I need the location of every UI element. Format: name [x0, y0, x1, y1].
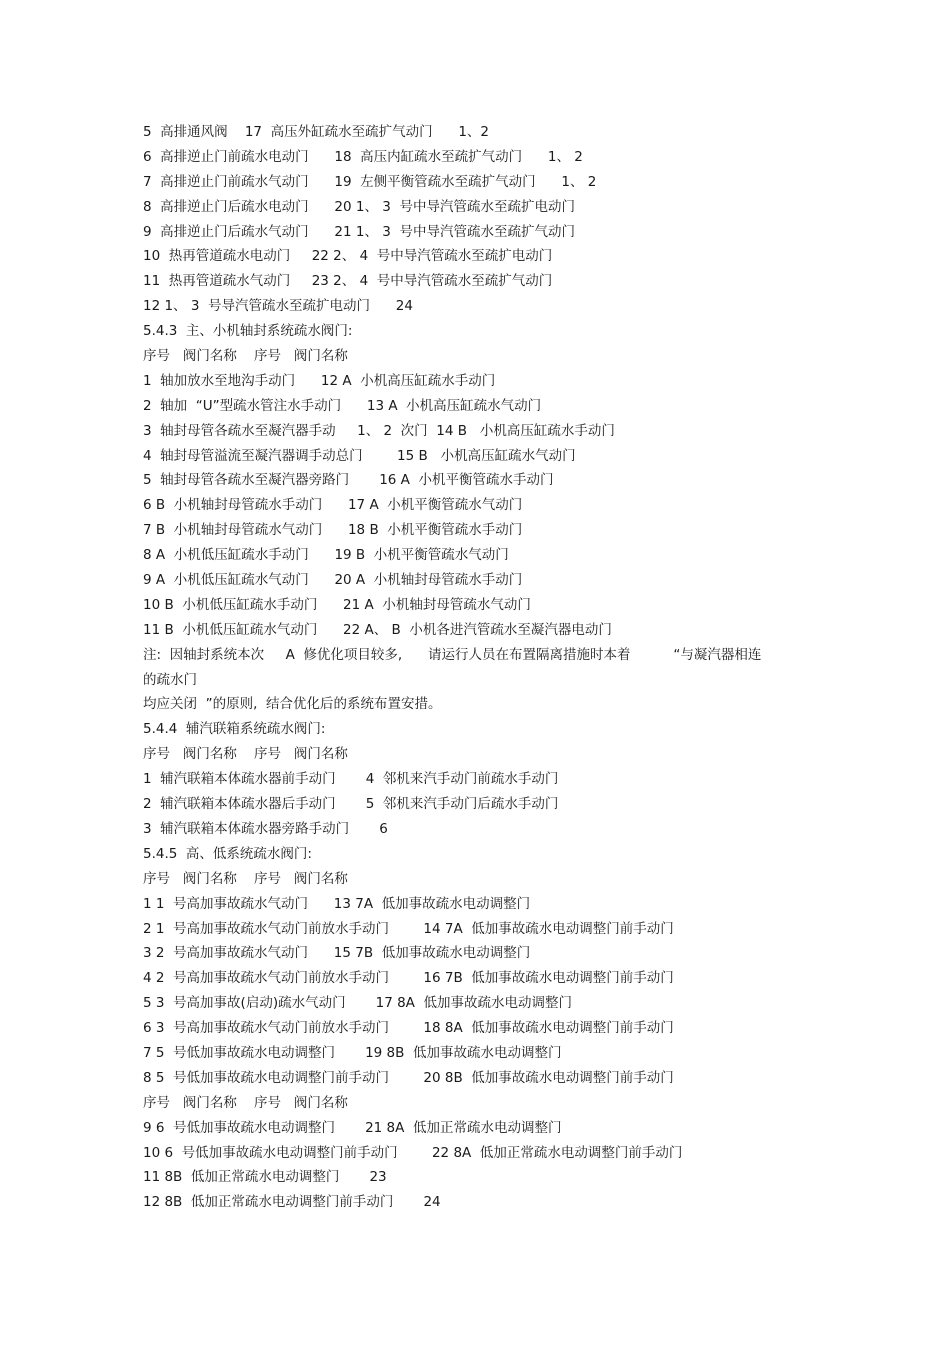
- text-line: 2 1 号高加事故疏水气动门前放水手动门 14 7A 低加事故疏水电动调整门前手动门: [143, 920, 674, 937]
- table-header: 序号 阀门名称 序号 阀门名称: [143, 746, 348, 763]
- text-line: 7 高排逆止门前疏水气动门 19 左侧平衡管疏水至疏扩气动门 1、 2: [143, 173, 597, 190]
- text-line: 11 热再管道疏水气动门 23 2、 4 号中导汽管疏水至疏扩气动门: [143, 273, 553, 290]
- text-line: 4 2 号高加事故疏水气动门前放水手动门 16 7B 低加事故疏水电动调整门前手动门: [143, 970, 674, 987]
- text-line: 3 辅汽联箱本体疏水器旁路手动门 6: [143, 820, 388, 837]
- section-heading: 5.4.4 辅汽联箱系统疏水阀门:: [143, 721, 326, 738]
- note-line: 均应关闭 ”的原则, 结合优化后的系统布置安措。: [143, 696, 442, 713]
- table-header: 序号 阀门名称 序号 阀门名称: [143, 870, 348, 887]
- text-line: 4 轴封母管溢流至凝汽器调手动总门 15 B 小机高压缸疏水气动门: [143, 447, 576, 464]
- text-line: 6 高排逆止门前疏水电动门 18 高压内缸疏水至疏扩气动门 1、 2: [143, 148, 583, 165]
- text-line: 7 B 小机轴封母管疏水气动门 18 B 小机平衡管疏水手动门: [143, 522, 523, 539]
- text-line: 9 6 号低加事故疏水电动调整门 21 8A 低加正常疏水电动调整门: [143, 1119, 562, 1136]
- text-line: 2 轴加 “U”型疏水管注水手动门 13 A 小机高压缸疏水气动门: [143, 397, 542, 414]
- document-page: [143, 120, 843, 1215]
- note-line: 注: 因轴封系统本次 A 修优化项目较多, 请运行人员在布置隔离措施时本着 “与凝汽器相连: [143, 646, 762, 663]
- text-line: 11 B 小机低压缸疏水气动门 22 A、 B 小机各进汽管疏水至凝汽器电动门: [143, 621, 612, 638]
- text-line: 3 轴封母管各疏水至凝汽器手动 1、 2 次门 14 B 小机高压缸疏水手动门: [143, 422, 615, 439]
- note-line: 的疏水门: [143, 671, 197, 688]
- text-line: 1 辅汽联箱本体疏水器前手动门 4 邻机来汽手动门前疏水手动门: [143, 771, 559, 788]
- text-line: 5 高排通风阀 17 高压外缸疏水至疏扩气动门 1、2: [143, 124, 490, 140]
- text-line: 12 8B 低加正常疏水电动调整门前手动门 24: [143, 1194, 441, 1211]
- table-header: 序号 阀门名称 序号 阀门名称: [143, 348, 348, 365]
- text-line: 12 1、 3 号导汽管疏水至疏扩电动门 24: [143, 298, 413, 315]
- text-line: 11 8B 低加正常疏水电动调整门 23: [143, 1169, 387, 1186]
- text-line: 8 高排逆止门后疏水电动门 20 1、 3 号中导汽管疏水至疏扩电动门: [143, 198, 575, 215]
- text-line: 9 高排逆止门后疏水气动门 21 1、 3 号中导汽管疏水至疏扩气动门: [143, 223, 575, 240]
- text-line: 8 A 小机低压缸疏水手动门 19 B 小机平衡管疏水气动门: [143, 547, 509, 564]
- text-line: 5 轴封母管各疏水至凝汽器旁路门 16 A 小机平衡管疏水手动门: [143, 472, 554, 489]
- text-line: 10 热再管道疏水电动门 22 2、 4 号中导汽管疏水至疏扩电动门: [143, 248, 553, 265]
- text-line: 8 5 号低加事故疏水电动调整门前手动门 20 8B 低加事故疏水电动调整门前手动门: [143, 1069, 674, 1086]
- text-line: 7 5 号低加事故疏水电动调整门 19 8B 低加事故疏水电动调整门: [143, 1044, 562, 1061]
- text-line: 6 3 号高加事故疏水气动门前放水手动门 18 8A 低加事故疏水电动调整门前手动门: [143, 1020, 674, 1037]
- text-line: 3 2 号高加事故疏水气动门 15 7B 低加事故疏水电动调整门: [143, 945, 531, 962]
- section-heading: 5.4.3 主、小机轴封系统疏水阀门:: [143, 323, 353, 340]
- text-line: 10 6 号低加事故疏水电动调整门前手动门 22 8A 低加正常疏水电动调整门前手动门: [143, 1144, 683, 1161]
- text-line: 5 3 号高加事故(启动)疏水气动门 17 8A 低加事故疏水电动调整门: [143, 995, 573, 1012]
- text-line: 1 轴加放水至地沟手动门 12 A 小机高压缸疏水手动门: [143, 372, 496, 389]
- text-line: 2 辅汽联箱本体疏水器后手动门 5 邻机来汽手动门后疏水手动门: [143, 796, 559, 813]
- text-line: 6 B 小机轴封母管疏水手动门 17 A 小机平衡管疏水气动门: [143, 497, 523, 514]
- section-heading: 5.4.5 高、低系统疏水阀门:: [143, 845, 312, 862]
- text-line: 10 B 小机低压缸疏水手动门 21 A 小机轴封母管疏水气动门: [143, 596, 531, 613]
- table-header: 序号 阀门名称 序号 阀门名称: [143, 1094, 348, 1111]
- text-line: 9 A 小机低压缸疏水气动门 20 A 小机轴封母管疏水手动门: [143, 572, 523, 589]
- text-line: 1 1 号高加事故疏水气动门 13 7A 低加事故疏水电动调整门: [143, 895, 531, 912]
